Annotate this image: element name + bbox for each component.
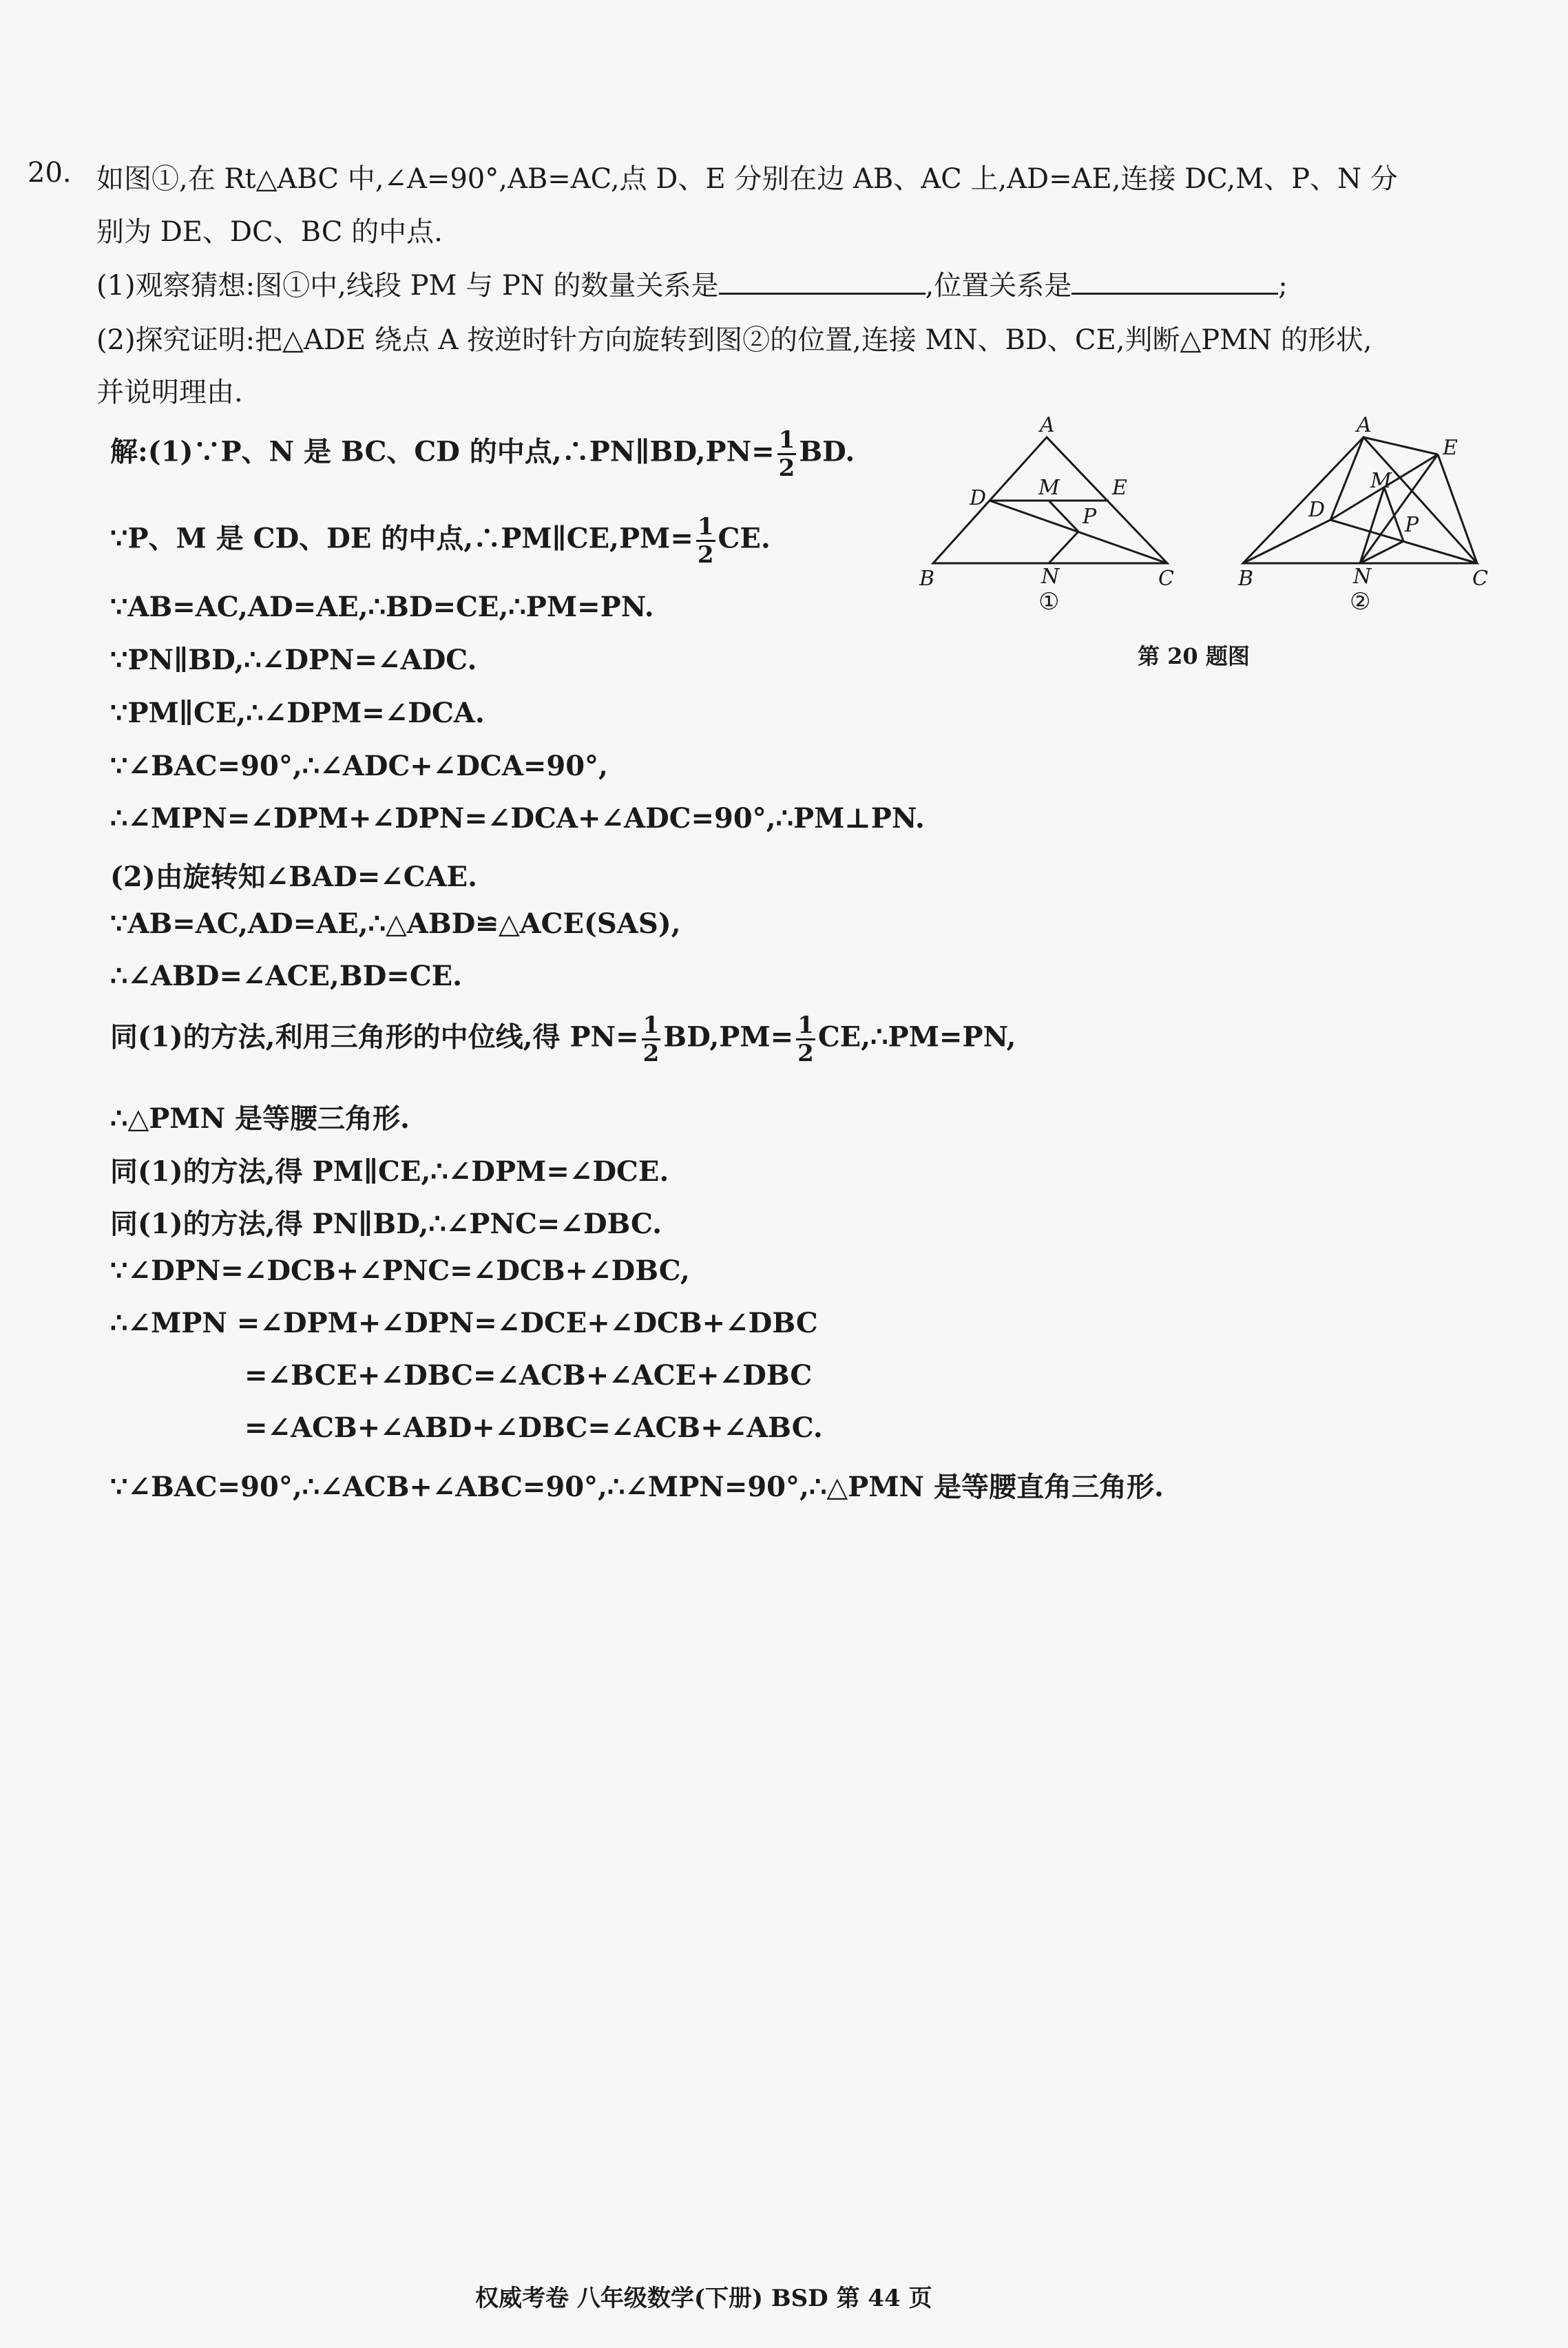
s1-text-a: 解:(1)∵P、N 是 BC、CD 的中点,∴PN∥BD,PN= xyxy=(110,435,775,468)
question-stem-line1: 如图①,在 Rt△ABC 中,∠A=90°,AB=AC,点 D、E 分别在边 AB、AC 上,AD=AE,连接 DC,M、P、N 分 xyxy=(96,163,1398,195)
solution-line-17: =∠BCE+∠DBC=∠ACB+∠ACE+∠DBC xyxy=(244,1359,813,1392)
fig2-label-p: P xyxy=(1405,513,1419,537)
s11-text-b: BD,PM= xyxy=(663,1020,794,1054)
solution-line-5: ∵PM∥CE,∴∠DPM=∠DCA. xyxy=(110,697,485,729)
frac-den: 2 xyxy=(697,541,714,569)
solution-line-6: ∵∠BAC=90°,∴∠ADC+∠DCA=90°, xyxy=(110,750,608,782)
answer-blank-position[interactable] xyxy=(1072,268,1278,295)
s2-text-b: CE. xyxy=(718,522,771,555)
solution-line-4: ∵PN∥BD,∴∠DPN=∠ADC. xyxy=(110,644,477,676)
fig2-label-c: C xyxy=(1472,567,1488,591)
question-part1 xyxy=(96,264,1288,303)
solution-line-16: ∴∠MPN =∠DPM+∠DPN=∠DCE+∠DCB+∠DBC xyxy=(110,1307,818,1339)
page-footer: 权威考卷 八年级数学(下册) BSD 第 44 页 xyxy=(475,2285,932,2312)
fig2-label-a: A xyxy=(1357,413,1372,437)
fraction-half xyxy=(696,515,715,567)
fig1-label-m: M xyxy=(1038,476,1060,500)
solution-line-19: ∵∠BAC=90°,∴∠ACB+∠ABC=90°,∴∠MPN=90°,∴△PMN 是等腰直角三角形. xyxy=(110,1471,1164,1503)
solution-line-14: 同(1)的方法,得 PN∥BD,∴∠PNC=∠DBC. xyxy=(110,1208,662,1240)
fig2-segment-ad xyxy=(1330,437,1363,520)
solution-line-11 xyxy=(110,1011,1016,1067)
frac-num: 1 xyxy=(797,1011,814,1039)
fig2-segment-bd xyxy=(1243,520,1330,563)
fig2-segment-ae xyxy=(1363,437,1438,454)
fig2-number-label: ② xyxy=(1350,588,1371,616)
fig2-label-m: M xyxy=(1370,469,1392,493)
solution-line-15: ∵∠DPN=∠DCB+∠PNC=∠DCB+∠DBC, xyxy=(110,1255,690,1287)
fig2-label-b: B xyxy=(1238,567,1254,591)
solution-line-18: =∠ACB+∠ABD+∠DBC=∠ACB+∠ABC. xyxy=(244,1412,823,1444)
part1-text-a: (1)观察猜想:图①中,线段 PM 与 PN 的数量关系是 xyxy=(96,270,719,302)
frac-den: 2 xyxy=(642,1040,660,1067)
fig2-label-e: E xyxy=(1443,436,1458,460)
question-part2-line2: 并说明理由. xyxy=(96,377,243,408)
fig2-label-d: D xyxy=(1308,498,1326,522)
fig1-label-e: E xyxy=(1112,476,1127,500)
frac-num: 1 xyxy=(778,426,795,454)
question-number: 20. xyxy=(28,157,72,189)
s2-text-a: ∵P、M 是 CD、DE 的中点,∴PM∥CE,PM= xyxy=(110,522,693,555)
solution-line-1 xyxy=(110,428,855,480)
fig1-label-a: A xyxy=(1040,413,1055,437)
fig1-label-d: D xyxy=(970,486,987,510)
frac-num: 1 xyxy=(697,513,714,541)
fig2-label-n: N xyxy=(1353,565,1372,589)
fig1-label-p: P xyxy=(1083,505,1097,529)
figure-1 xyxy=(933,437,1167,563)
frac-den: 2 xyxy=(778,454,795,482)
fig1-label-c: C xyxy=(1158,567,1174,591)
fraction-half xyxy=(777,428,797,480)
solution-line-8: (2)由旋转知∠BAD=∠CAE. xyxy=(110,861,478,893)
fraction-half xyxy=(642,1011,661,1067)
frac-num: 1 xyxy=(642,1011,660,1039)
fig1-label-n: N xyxy=(1041,565,1060,589)
geometry-figures xyxy=(909,406,1543,627)
fig2-segment-ec xyxy=(1438,454,1477,563)
fig1-number-label: ① xyxy=(1038,588,1060,616)
fig1-label-b: B xyxy=(919,567,935,591)
solution-line-13: 同(1)的方法,得 PM∥CE,∴∠DPM=∠DCE. xyxy=(110,1155,669,1188)
s11-text-c: CE,∴PM=PN, xyxy=(817,1020,1016,1054)
figure-caption: 第 20 题图 xyxy=(1138,643,1250,669)
solution-line-7: ∴∠MPN=∠DPM+∠DPN=∠DCA+∠ADC=90°,∴PM⊥PN. xyxy=(110,802,925,835)
part1-text-c: ; xyxy=(1278,270,1288,302)
solution-line-10: ∴∠ABD=∠ACE,BD=CE. xyxy=(110,960,463,992)
question-part2-line1: (2)探究证明:把△ADE 绕点 A 按逆时针方向旋转到图②的位置,连接 MN、BD、CE,判断△PMN 的形状, xyxy=(96,324,1372,356)
fig1-segment-pn xyxy=(1049,532,1078,563)
s11-text-a: 同(1)的方法,利用三角形的中位线,得 PN= xyxy=(110,1020,639,1054)
question-stem-line2: 别为 DE、DC、BC 的中点. xyxy=(96,216,443,248)
solution-line-12: ∴△PMN 是等腰三角形. xyxy=(110,1102,410,1135)
solution-line-3: ∵AB=AC,AD=AE,∴BD=CE,∴PM=PN. xyxy=(110,591,654,623)
answer-blank-quantity[interactable] xyxy=(719,268,926,295)
solution-line-2 xyxy=(110,515,771,567)
fig2-segment-dc xyxy=(1330,520,1477,563)
fraction-half xyxy=(796,1011,815,1067)
fig2-triangle-abc xyxy=(1243,437,1477,563)
part1-text-b: ,位置关系是 xyxy=(925,270,1072,302)
s1-text-b: BD. xyxy=(799,435,855,468)
figure-2 xyxy=(1243,437,1477,563)
frac-den: 2 xyxy=(797,1040,814,1067)
solution-line-9: ∵AB=AC,AD=AE,∴△ABD≌△ACE(SAS), xyxy=(110,908,681,940)
